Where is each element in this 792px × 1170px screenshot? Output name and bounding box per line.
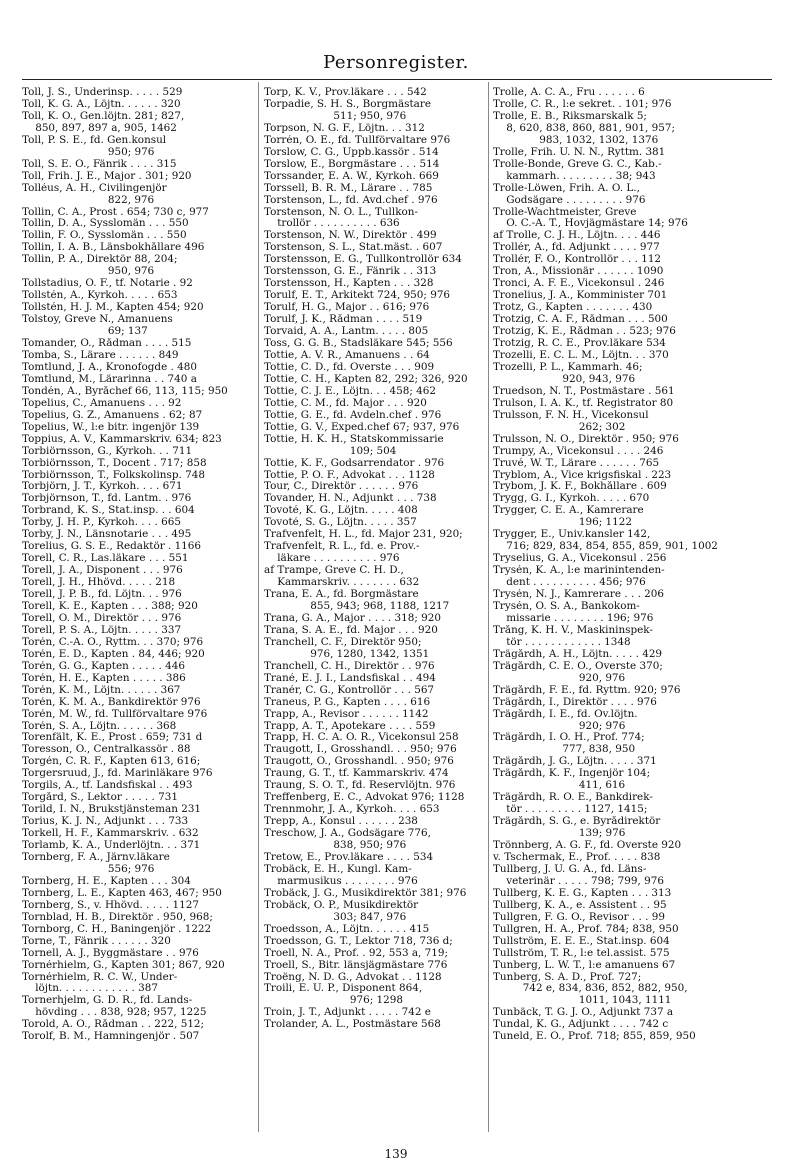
register-entry: Tomba, S., Lärare . . . . . . 849: [22, 349, 179, 361]
register-entry: Tranchell, C. H., Direktör . . 976: [264, 660, 435, 672]
register-entry: Trafvenfelt, R. L., fd. e. Prov.-: [264, 541, 420, 553]
register-entry: marmusikus . . . . . . . . 976: [264, 875, 418, 887]
register-entry: Tottie, A. V. R., Amanuens . . 64: [264, 349, 430, 361]
column-divider: [258, 82, 259, 1132]
register-entry: Torild, I. N., Brukstjänsteman 231: [22, 804, 202, 816]
register-entry: hövding . . . 838, 928; 957, 1225: [22, 1007, 207, 1019]
register-entry: löjtn. . . . . . . . . . . . 387: [22, 983, 158, 995]
register-entry: Tron, A., Missionär . . . . . . 1090: [493, 266, 664, 278]
register-entry: Torolf, B. M., Hamningenjör . 507: [22, 1031, 200, 1043]
register-entry: Torstensson, H., Kapten . . . 328: [264, 278, 434, 290]
register-entry: Torbiörnsson, T., Folkskolinsp. 748: [22, 469, 205, 481]
register-column-3: [493, 87, 773, 1137]
register-column-2: [264, 87, 490, 1137]
register-entry: Tottie, C. D., fd. Överste . . . 909: [264, 361, 435, 373]
register-entry: Tollin, F. O., Sysslomän . . . 550: [22, 230, 187, 242]
register-entry: Trumpy, A., Vicekonsul . . . . 246: [493, 445, 664, 457]
register-entry: tör . . . . . . . . . 1127, 1415;: [493, 804, 648, 816]
register-entry: Tuneld, E. O., Prof. 718; 855, 859, 950: [493, 1031, 696, 1043]
register-entry: Trotzig, K. E., Rådman . . 523; 976: [493, 326, 676, 338]
register-entry: af Trolle, C. J. H., Löjtn. . . . 446: [493, 230, 661, 242]
register-entry: Trysén, N. J., Kamrerare . . . 206: [493, 589, 665, 601]
register-entry: Tollin, P. A., Direktör 88, 204;: [22, 254, 178, 266]
register-entry: Torell, P. S. A., Löjtn. . . . . 337: [22, 624, 182, 636]
register-entry: Torén, K. M. A., Bankdirektör 976: [22, 696, 201, 708]
register-entry: Torstenson, L., fd. Avd.chef . 976: [264, 194, 438, 206]
register-entry: Tottie, K. F., Godsarrendator . 976: [264, 457, 445, 469]
register-entry: Troëng, N. D. G., Advokat . . 1128: [264, 971, 442, 983]
register-entry: Tottie, H. K. H., Statskommissarie: [264, 433, 444, 445]
register-entry: Tornérhielm, G., Kapten 301; 867, 920: [22, 959, 225, 971]
register-entry: Torell, J. A., Disponent . . . 976: [22, 565, 183, 577]
register-entry: Tornerhjelm, G. D. R., fd. Lands-: [22, 995, 193, 1007]
register-entry: Tryselius, G. A., Vicekonsul . 256: [493, 553, 667, 565]
register-entry: Tottie, G. V., Exped.chef 67; 937, 976: [264, 421, 460, 433]
register-entry: Torén, S. A., Löjtn. . . . . . 368: [22, 720, 177, 732]
register-entry: Torslow, E., Borgmästare . . . 514: [264, 158, 440, 170]
register-entry: 920, 943, 976: [493, 373, 636, 385]
register-entry: Torgén, C. R. F., Kapten 613, 616;: [22, 756, 201, 768]
register-entry: Topelius, W., l:e bitr. ingenjör 139: [22, 421, 200, 433]
register-entry: Torén, E. D., Kapten . 84, 446; 920: [22, 648, 205, 660]
register-entry: Trana, E. A., fd. Borgmästare: [264, 589, 419, 601]
register-entry: Torpson, N. G. F., Löjtn. . . 312: [264, 122, 425, 134]
register-entry: Trägårdh, K. F., Ingenjör 104;: [493, 768, 651, 780]
register-entry: Tovoté, S. G., Löjtn. . . . . 357: [264, 517, 417, 529]
register-entry: Trobäck, J. G., Musikdirektör 381; 976: [264, 887, 467, 899]
register-entry: Torby, J. H. P., Kyrkoh. . . . 665: [22, 517, 181, 529]
register-entry: 411, 616: [493, 780, 626, 792]
register-entry: 850, 897, 897 a, 905, 1462: [22, 122, 177, 134]
register-entry: Torén, K. M., Löjtn. . . . . . 367: [22, 684, 181, 696]
register-entry: Tronelius, J. A., Komminister 701: [493, 290, 668, 302]
register-entry: Torulf, J. K., Rådman . . . . 519: [264, 314, 423, 326]
register-entry: Torgersruud, J., fd. Marinläkare 976: [22, 768, 213, 780]
register-entry: Trollér, F. O., Kontrollör . . . 112: [493, 254, 662, 266]
register-entry: 855, 943; 968, 1188, 1217: [264, 600, 450, 612]
register-entry: Godsägare . . . . . . . . . 976: [493, 194, 646, 206]
register-entry: Tottie, G. E., fd. Avdeln.chef . 976: [264, 409, 442, 421]
register-entry: Torne, T., Fänrik . . . . . . 320: [22, 935, 171, 947]
register-entry: Torssander, E. A. W., Kyrkoh. 669: [264, 170, 439, 182]
register-entry: Tollstén, A., Kyrkoh. . . . . 653: [22, 290, 178, 302]
register-entry: Trägårdh, A. H., Löjtn. . . . . 429: [493, 648, 663, 660]
register-entry: Toresson, O., Centralkassör . 88: [22, 744, 191, 756]
register-entry: af Trampe, Greve C. H. D.,: [264, 565, 404, 577]
register-entry: 777, 838, 950: [493, 744, 636, 756]
register-entry: Trozelli, P. L., Kammarh. 46;: [493, 361, 643, 373]
register-entry: Trapp, A., Revisor . . . . . . 1142: [264, 708, 429, 720]
register-entry: Torén, M. W., fd. Tullförvaltare 976: [22, 708, 208, 720]
register-entry: dent . . . . . . . . . . 456; 976: [493, 577, 646, 589]
register-entry: Topelius, G. Z., Amanuens . 62; 87: [22, 409, 203, 421]
register-entry: Trägårdh, I. E., fd. Öv.löjtn.: [493, 708, 638, 720]
register-entry: Tunberg, S. A. D., Prof. 727;: [493, 971, 642, 983]
register-entry: Torén, G. G., Kapten . . . . . 446: [22, 660, 185, 672]
register-entry: Toll, P. S. E., fd. Gen.konsul: [22, 134, 167, 146]
register-entry: 976; 1298: [264, 995, 403, 1007]
register-entry: Tundal, K. G., Adjunkt . . . . 742 c: [493, 1019, 669, 1031]
register-entry: 556; 976: [22, 863, 155, 875]
register-entry: v. Tschermak, E., Prof. . . . . 838: [493, 852, 661, 863]
register-entry: Tollin, I. A. B., Länsbokhållare 496: [22, 242, 205, 254]
register-entry: Torell, J. P. B., fd. Löjtn. . . 976: [22, 589, 182, 601]
register-entry: 716; 829, 834, 854, 855, 859, 901, 1002: [493, 541, 718, 553]
register-entry: Tullberg, J. U. G. A., fd. Läns-: [493, 863, 647, 875]
register-entry: Trägårdh, C. E. O., Överste 370;: [493, 660, 663, 672]
register-entry: Torius, K. J. N., Adjunkt . . . 733: [22, 816, 189, 828]
register-entry: Torstensson, E. G., Tullkontrollör 634: [264, 254, 462, 266]
register-entry: Torulf, H. G., Major . . 616; 976: [264, 302, 430, 314]
header-rule: [22, 79, 772, 80]
register-entry: Tullberg, K. A., e. Assistent . . 95: [493, 899, 667, 911]
register-entry: 983, 1032, 1302, 1376: [493, 134, 659, 146]
register-entry: Torlamb, K. A., Underlöjtn. . . 371: [22, 840, 201, 852]
register-entry: Torén, C.-A. O., Ryttm. . . 370; 976: [22, 636, 204, 648]
register-entry: Trennmohr, J. A., Kyrkoh. . . . 653: [264, 804, 440, 816]
register-entry: 822, 976: [22, 194, 155, 206]
page-title: Personregister.: [323, 52, 469, 73]
register-entry: Traugott, O., Grosshandl. . 950; 976: [264, 756, 454, 768]
register-entry: Torstenson, S. L., Stat.mäst. . 607: [264, 242, 443, 254]
register-entry: Tornblad, H. B., Direktör . 950, 968;: [22, 911, 213, 923]
register-entry: Tollin, D. A., Sysslomän . . . 550: [22, 218, 189, 230]
register-entry: Trolle, A. C. A., Fru . . . . . . 6: [493, 87, 645, 98]
register-entry: 950; 976: [22, 146, 155, 158]
register-entry: Tomtlund, M., Lärarinna . . 740 a: [22, 373, 197, 385]
register-entry: Torgård, S., Lektor . . . . . 731: [22, 792, 178, 804]
register-entry: Tornérhielm, R. C. W., Under-: [22, 971, 178, 983]
register-entry: Torstenson, N. O. L., Tullkon-: [264, 206, 418, 218]
register-entry: Truvé, W. T., Lärare . . . . . . 765: [493, 457, 660, 469]
register-entry: Trägårdh, I. O. H., Prof. 774;: [493, 732, 645, 744]
register-entry: Trulson, I. A. K., tf. Registrator 80: [493, 397, 674, 409]
register-entry: Tornberg, H. E., Kapten . . . 304: [22, 875, 191, 887]
register-entry: trollör . . . . . . . . . . 636: [264, 218, 400, 230]
register-entry: Trolle, C. R., l:e sekret. . 101; 976: [493, 98, 672, 110]
register-entry: 109; 504: [264, 445, 397, 457]
register-entry: 920; 976: [493, 720, 626, 732]
register-entry: Trägårdh, I., Direktör . . . . 976: [493, 696, 657, 708]
register-entry: Trolander, A. L., Postmästare 568: [264, 1019, 441, 1031]
register-entry: Tornell, A. J., Byggmästare . . 976: [22, 947, 199, 959]
register-entry: 139; 976: [493, 828, 626, 840]
register-entry: Torbjörnson, T., fd. Lantm. . 976: [22, 493, 192, 505]
register-entry: Trobäck, E. H., Kungl. Kam-: [264, 863, 412, 875]
register-entry: Tullström, T. R., l:e tel.assist. 575: [493, 947, 670, 959]
register-entry: Tornberg, F. A., Järnv.läkare: [22, 852, 170, 863]
register-entry: Trägårdh, F. E., fd. Ryttm. 920; 976: [493, 684, 681, 696]
register-entry: Tranchell, C. F., Direktör 950;: [264, 636, 422, 648]
register-entry: Tottie, P. O. F., Advokat . . . 1128: [264, 469, 435, 481]
register-entry: Tomander, O., Rådman . . . . 515: [22, 338, 192, 350]
register-entry: Trolle, Frih. U. N. N., Ryttm. 381: [493, 146, 666, 158]
register-entry: Trepp, A., Konsul . . . . . . 238: [264, 816, 418, 828]
register-entry: Troedsson, A., Löjtn. . . . . . 415: [264, 923, 430, 935]
register-entry: Trafvenfelt, H. L., fd. Major 231, 920;: [264, 529, 463, 541]
register-entry: Trybom, J. K. F., Bokhållare . 609: [493, 481, 667, 493]
register-entry: Tornberg, L. E., Kapten 463, 467; 950: [22, 887, 222, 899]
register-entry: Treffenberg, E. C., Advokat 976; 1128: [264, 792, 465, 804]
register-entry: Toll, K. G. A., Löjtn. . . . . . 320: [22, 98, 181, 110]
register-entry: Tunbäck, T. G. J. O., Adjunkt 737 a: [493, 1007, 674, 1019]
register-entry: Torén, H. E., Kapten . . . . . 386: [22, 672, 186, 684]
register-entry: läkare . . . . . . . . . . 976: [264, 553, 400, 565]
register-entry: Trotzig, R. C. E., Prov.läkare 534: [493, 338, 666, 350]
register-entry: Tour, C., Direktör . . . . . . 976: [264, 481, 419, 493]
register-entry: Trana, G. A., Major . . . . 318; 920: [264, 612, 442, 624]
register-entry: Tretow, E., Prov.läkare . . . . 534: [264, 852, 434, 863]
register-entry: Torenfält, K. E., Prost . 659; 731 d: [22, 732, 203, 744]
register-entry: Trulsson, F. N. H., Vicekonsul: [493, 409, 649, 421]
register-entry: Torbiörnsson, G., Kyrkoh. . . 711: [22, 445, 193, 457]
register-entry: Torpadie, S. H. S., Borgmästare: [264, 98, 431, 110]
register-entry: 920, 976: [493, 672, 626, 684]
register-entry: Toppius, A. V., Kammarskriv. 634; 823: [22, 433, 222, 445]
register-entry: Tullgren, F. G. O., Revisor . . . 99: [493, 911, 665, 923]
register-entry: Tornborg, C. H., Baningenjör . 1222: [22, 923, 212, 935]
register-entry: Tolléus, A. H., Civilingenjör: [22, 182, 167, 194]
register-entry: 8, 620, 838, 860, 881, 901, 957;: [493, 122, 675, 134]
register-entry: Torrén, O. E., fd. Tullförvaltare 976: [264, 134, 451, 146]
register-entry: 69; 137: [22, 326, 148, 338]
register-entry: Tronci, A. F. E., Vicekonsul . 246: [493, 278, 665, 290]
register-entry: O. C.-A. T., Hovjägmästare 14; 976: [493, 218, 688, 230]
register-entry: Trygger, C. E. A., Kamrerare: [493, 505, 644, 517]
register-entry: Troedsson, G. T., Lektor 718, 736 d;: [264, 935, 453, 947]
register-entry: Tornberg, S., v. Hhövd. . . . . 1127: [22, 899, 199, 911]
page-number: 139: [384, 1147, 408, 1161]
register-entry: Tollstén, H. J. M., Kapten 454; 920: [22, 302, 204, 314]
register-entry: Trönnberg, A. G. F., fd. Överste 920: [493, 840, 682, 852]
register-entry: Trysén, K. A., l:e marinintenden-: [493, 565, 665, 577]
register-entry: Tryblom, A., Vice krigsfiskal . 223: [493, 469, 672, 481]
register-entry: Tovander, H. N., Adjunkt . . . 738: [264, 493, 437, 505]
register-entry: Tomtlund, J. A., Kronofogde . 480: [22, 361, 197, 373]
register-entry: Troell, S., Bitr. länsjägmästare 776: [264, 959, 448, 971]
register-entry: Tullberg, K. E. G., Kapten . . . 313: [493, 887, 672, 899]
register-entry: Trollér, A., fd. Adjunkt . . . . 977: [493, 242, 660, 254]
register-entry: Trägårdh, R. O. E., Bankdirek-: [493, 792, 653, 804]
register-entry: Toll, Frih. J. E., Major . 301; 920: [22, 170, 192, 182]
register-entry: Torelius, G. S. E., Redaktör . 1166: [22, 541, 202, 553]
register-entry: Torell, K. E., Kapten . . . 388; 920: [22, 600, 198, 612]
register-entry: Trapp, H. C. A. O. R., Vicekonsul 258: [264, 732, 459, 744]
register-entry: Tovoté, K. G., Löjtn. . . . . 408: [264, 505, 418, 517]
register-entry: Toll, K. O., Gen.löjtn. 281; 827,: [22, 110, 185, 122]
register-entry: Torbrand, K. S., Stat.insp. . . 604: [22, 505, 195, 517]
register-entry: Tullgren, H. A., Prof. 784; 838, 950: [493, 923, 679, 935]
register-entry: Tollin, C. A., Prost . 654; 730 c, 977: [22, 206, 209, 218]
register-entry: Tottie, C. H., Kapten 82, 292; 326, 920: [264, 373, 468, 385]
register-entry: Troili, E. U. P., Disponent 864,: [264, 983, 423, 995]
register-entry: tör . . . . . . . . . . . . 1348: [493, 636, 631, 648]
register-entry: kammarh. . . . . . . . . 38; 943: [493, 170, 656, 182]
register-entry: Trolle-Löwen, Frih. A. O. L.,: [493, 182, 640, 194]
register-entry: Torstenson, N. W., Direktör . 499: [264, 230, 437, 242]
register-entry: Torstensson, G. E., Fänrik . . 313: [264, 266, 437, 278]
register-entry: Torssell, B. R. M., Lärare . . 785: [264, 182, 433, 194]
register-entry: Torold, A. O., Rådman . . 222, 512;: [22, 1019, 205, 1031]
register-entry: Trolle-Bonde, Greve G. C., Kab.-: [493, 158, 662, 170]
register-entry: Tottie, C. J. E., Löjtn. . . 458; 462: [264, 385, 436, 397]
register-entry: Torby, J. N., Länsnotarie . . . 495: [22, 529, 192, 541]
register-entry: Torbjörn, J. T., Kyrkoh. . . . 671: [22, 481, 183, 493]
register-entry: 838, 950; 976: [264, 840, 407, 852]
register-entry: Torell, C. R., Las.läkare . . . 551: [22, 553, 189, 565]
register-entry: Trygg, G. I., Kyrkoh. . . . . 670: [493, 493, 650, 505]
register-entry: 950, 976: [22, 266, 155, 278]
register-entry: Toll, J. S., Underinsp. . . . . 529: [22, 87, 183, 98]
register-entry: Tranér, C. G., Kontrollör . . . 567: [264, 684, 435, 696]
register-entry: Torvaid, A. A., Lantm. . . . . 805: [264, 326, 429, 338]
register-entry: Tondén, A., Byråchef 66, 113, 115; 950: [22, 385, 228, 397]
register-entry: Troin, J. T., Adjunkt . . . . . 742 e: [264, 1007, 431, 1019]
register-entry: Tollstadius, O. F., tf. Notarie . 92: [22, 278, 193, 290]
register-entry: Traung, G. T., tf. Kammarskriv. 474: [264, 768, 449, 780]
register-entry: 262; 302: [493, 421, 626, 433]
register-entry: Topelius, C., Amanuens . . . 92: [22, 397, 182, 409]
register-entry: Traneus, P. G., Kapten . . . . 616: [264, 696, 431, 708]
register-entry: Trobäck, O. P., Musikdirektör: [264, 899, 419, 911]
register-entry: Torslow, C. G., Uppb.kassör . 514: [264, 146, 439, 158]
register-entry: Treschow, J. A., Godsägare 776,: [264, 828, 431, 840]
register-entry: 976, 1280, 1342, 1351: [264, 648, 430, 660]
register-entry: Tullström, E. E. E., Stat.insp. 604: [493, 935, 670, 947]
register-entry: Trolle, E. B., Riksmarskalk 5;: [493, 110, 647, 122]
register-entry: Traung, S. O. T., fd. Reservlöjtn. 976: [264, 780, 456, 792]
register-entry: Trolle-Wachtmeister, Greve: [493, 206, 637, 218]
register-entry: Trygger, E., Univ.kansler 142,: [493, 529, 651, 541]
register-entry: Tottie, C. M., fd. Major . . . 920: [264, 397, 427, 409]
register-entry: Trotzig, C. A. F., Rådman . . . 500: [493, 314, 668, 326]
register-entry: Toss, G. G. B., Stadsläkare 545; 556: [264, 338, 453, 350]
register-entry: Trotz, G., Kapten . . . . . . . 430: [493, 302, 653, 314]
register-entry: 511; 950, 976: [264, 110, 407, 122]
register-entry: Toll, S. E. O., Fänrik . . . . 315: [22, 158, 177, 170]
register-entry: Trapp, A. T., Apotekare . . . . 559: [264, 720, 436, 732]
register-entry: Traugott, I., Grosshandl. . . 950; 976: [264, 744, 457, 756]
register-entry: 196; 1122: [493, 517, 632, 529]
register-entry: Troell, N. A., Prof. . 92, 553 a, 719;: [264, 947, 448, 959]
register-entry: Trägårdh, J. G., Löjtn. . . . . 371: [493, 756, 657, 768]
register-entry: Torell, J. H., Hhövd. . . . . 218: [22, 577, 176, 589]
register-entry: Torell, O. M., Direktör . . . 976: [22, 612, 182, 624]
register-entry: 303; 847, 976: [264, 911, 407, 923]
register-entry: Trulsson, N. O., Direktör . 950; 976: [493, 433, 679, 445]
register-entry: Tunberg, L. W. T., l:e amanuens 67: [493, 959, 676, 971]
register-entry: Torkell, H. F., Kammarskriv. . 632: [22, 828, 199, 840]
register-entry: veterinär . . . . . 798; 799, 976: [493, 875, 664, 887]
register-entry: Torbiörnsson, T., Docent . 717; 858: [22, 457, 207, 469]
register-entry: 1011, 1043, 1111: [493, 995, 672, 1007]
register-entry: Trysén, O. S. A., Bankokom-: [493, 600, 640, 612]
register-entry: Truedson, N. T., Postmästare . 561: [493, 385, 675, 397]
register-entry: 742 e, 834, 836, 852, 882, 950,: [493, 983, 688, 995]
register-entry: Tolstoy, Greve N., Amanuens: [22, 314, 173, 326]
register-entry: Trané, E. J. I., Landsfiskal . . 494: [264, 672, 436, 684]
register-entry: Trana, S. A. E., fd. Major . . . 920: [264, 624, 438, 636]
register-entry: Torp, K. V., Prov.läkare . . . 542: [264, 87, 427, 98]
register-entry: Torulf, E. T., Arkitekt 724, 950; 976: [264, 290, 451, 302]
register-entry: Trägårdh, S. G., e. Byrådirektör: [493, 816, 661, 828]
register-entry: Torgils, A., tf. Landsfiskal . . 493: [22, 780, 193, 792]
register-entry: Trozelli, E. C. L. M., Löjtn. . . 370: [493, 349, 669, 361]
register-column-1: [22, 87, 256, 1137]
register-entry: Trång, K. H. V., Maskininspek-: [493, 624, 653, 636]
register-entry: Kammarskriv. . . . . . . . 632: [264, 577, 420, 589]
register-entry: missarie . . . . . . . . 196; 976: [493, 612, 654, 624]
